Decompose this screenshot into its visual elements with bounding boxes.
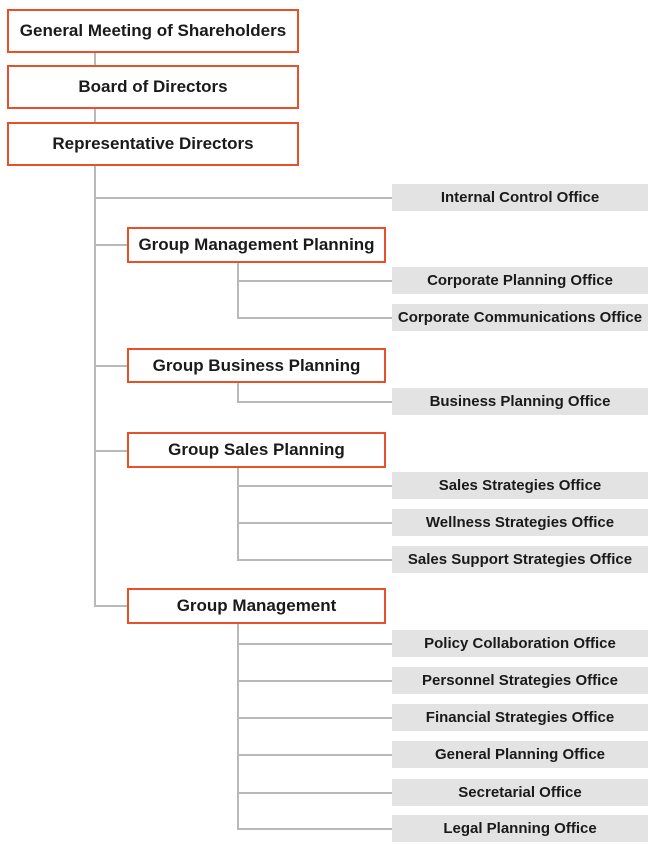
office-item: Business Planning Office: [392, 388, 648, 415]
connector-office: [237, 559, 392, 561]
connector-group-2: [94, 450, 128, 452]
group-box: Group Management Planning: [127, 227, 386, 263]
connector-office: [237, 680, 392, 682]
connector-sub-trunk-0: [237, 263, 239, 319]
connector-internal-control: [94, 197, 392, 199]
connector-sub-trunk-1: [237, 383, 239, 403]
office-item: Personnel Strategies Office: [392, 667, 648, 694]
connector-main-trunk: [94, 165, 96, 606]
connector-office: [237, 792, 392, 794]
office-item: Sales Support Strategies Office: [392, 546, 648, 573]
office-item: Wellness Strategies Office: [392, 509, 648, 536]
connector-office: [237, 485, 392, 487]
connector-top-trunk: [94, 52, 96, 66]
office-item: Corporate Communications Office: [392, 304, 648, 331]
connector-top-trunk: [94, 108, 96, 122]
connector-office: [237, 754, 392, 756]
connector-office: [237, 643, 392, 645]
office-item: Financial Strategies Office: [392, 704, 648, 731]
office-item: Secretarial Office: [392, 779, 648, 806]
connector-group-0: [94, 244, 128, 246]
connector-office: [237, 717, 392, 719]
office-item: General Planning Office: [392, 741, 648, 768]
office-item: Legal Planning Office: [392, 815, 648, 842]
shareholders-box: General Meeting of Shareholders: [7, 9, 299, 53]
connector-office: [237, 280, 392, 282]
office-item: Policy Collaboration Office: [392, 630, 648, 657]
office-item: Corporate Planning Office: [392, 267, 648, 294]
group-box: Group Business Planning: [127, 348, 386, 383]
office-item: Sales Strategies Office: [392, 472, 648, 499]
connector-group-1: [94, 365, 128, 367]
board-box: Board of Directors: [7, 65, 299, 109]
group-box: Group Sales Planning: [127, 432, 386, 468]
group-box: Group Management: [127, 588, 386, 624]
connector-office: [237, 828, 392, 830]
connector-office: [237, 317, 392, 319]
internal-control-office: Internal Control Office: [392, 184, 648, 211]
connector-sub-trunk-3: [237, 624, 239, 830]
connector-office: [237, 401, 392, 403]
connector-sub-trunk-2: [237, 468, 239, 560]
connector-office: [237, 522, 392, 524]
connector-group-3: [94, 605, 128, 607]
representatives-box: Representative Directors: [7, 122, 299, 166]
